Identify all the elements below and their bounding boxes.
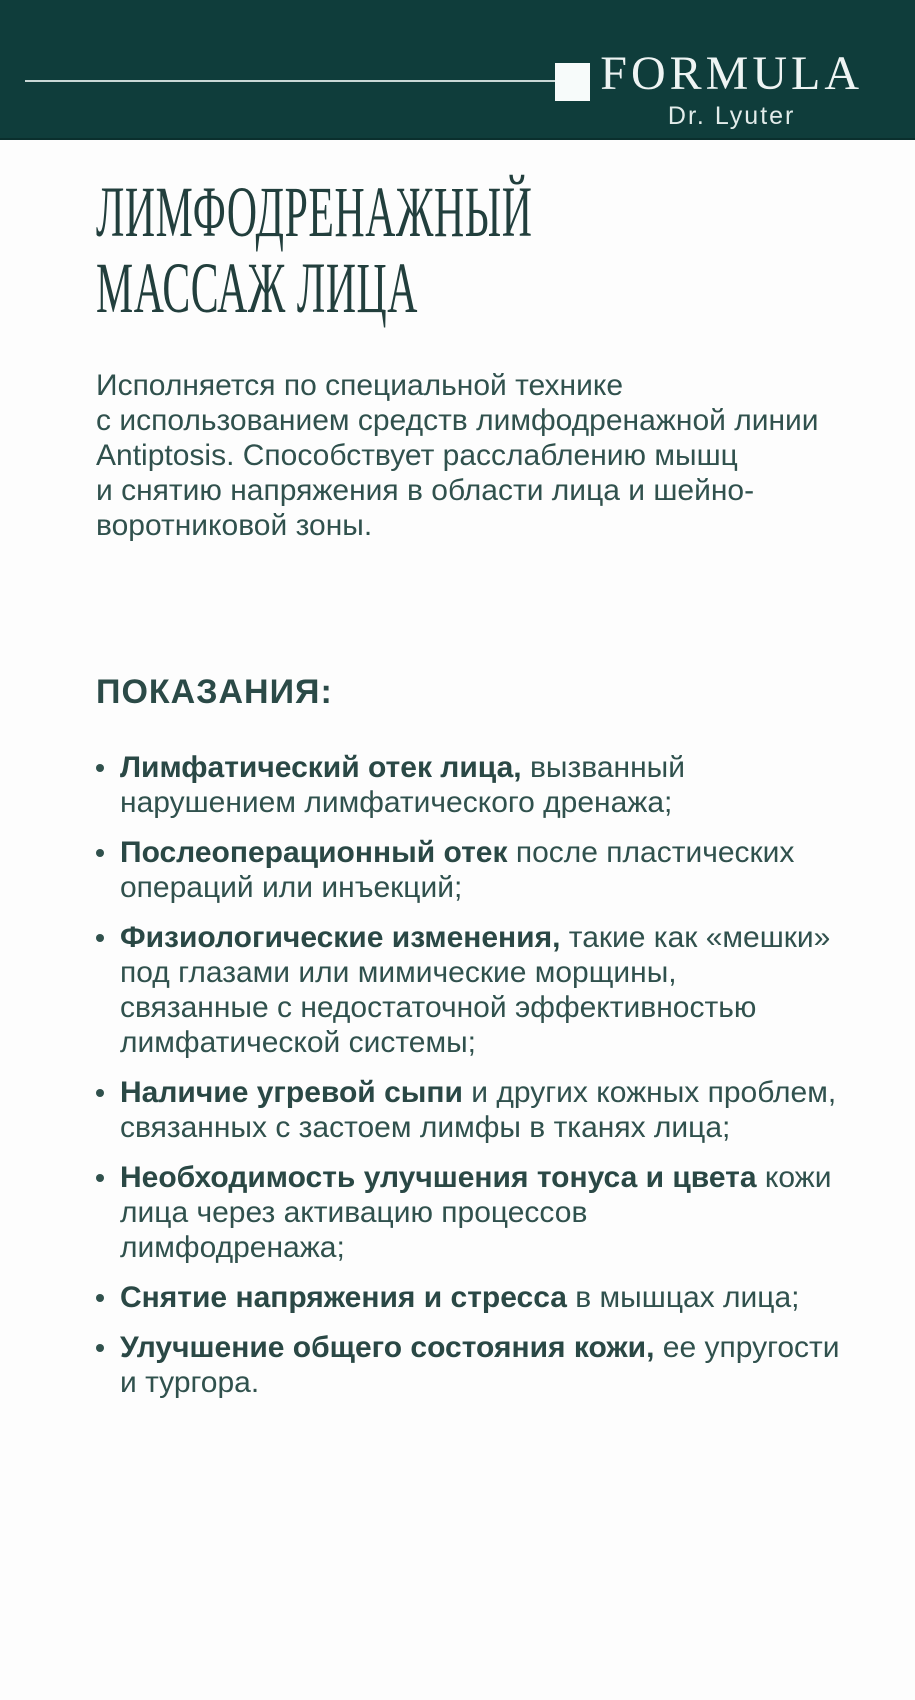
page-title-line-1: ЛИМФОДРЕНАЖНЫЙ [96, 172, 533, 252]
square-mark-icon [555, 63, 590, 101]
bullet-icon [96, 849, 104, 857]
list-item-lead: Физиологические изменения, [120, 921, 561, 954]
brand-header [0, 0, 915, 140]
list-item-text: вызванный нарушением лимфатического дренажа; [120, 751, 685, 819]
brand-wordmark: FORMULA [600, 47, 863, 100]
list-item-lead: Послеоперационный отек [120, 836, 508, 869]
list-item [96, 920, 855, 1060]
list-item-lead: Лимфатический отек лица, [120, 751, 522, 784]
intro-paragraph: Исполняется по специальной технике с использованием средств лимфодренажной линии Antiptosis. Способствует расслаблению мышц и снятию напряжения в области лица и шейно- воротниковой зоны. [96, 369, 819, 542]
brand-logo [600, 48, 863, 129]
page-title-line-2: МАССАЖ ЛИЦА [96, 248, 419, 328]
list-item-text: кожи лица через активацию процессов лимфодренажа; [120, 1161, 832, 1264]
list-item-lead: Улучшение общего состояния кожи, [120, 1331, 655, 1364]
page-title [96, 174, 855, 326]
list-item [96, 1160, 855, 1265]
header-rule-line [25, 80, 557, 82]
list-item [96, 835, 855, 905]
bullet-icon [96, 1344, 104, 1352]
list-item-lead: Снятие напряжения и стресса [120, 1281, 567, 1314]
list-item [96, 1330, 855, 1400]
indications-list [96, 750, 855, 1400]
bullet-icon [96, 934, 104, 942]
bullet-icon [96, 1089, 104, 1097]
bullet-icon [96, 764, 104, 772]
list-item-text: ее упругости и тургора. [120, 1331, 840, 1399]
list-item-lead: Необходимость улучшения тонуса и цвета [120, 1161, 757, 1194]
bullet-icon [96, 1174, 104, 1182]
list-item [96, 1280, 855, 1315]
brand-subname: Dr. Lyuter [667, 102, 796, 130]
document-body [0, 174, 915, 1400]
list-item-text: и других кожных проблем, связанных с застоем лимфы в тканях лица; [120, 1076, 837, 1144]
list-item-text: такие как «мешки» под глазами или мимические морщины, связанные с недостаточной эффективностью лимфатической системы; [120, 921, 831, 1059]
list-item-text: в мышцах лица; [566, 1281, 800, 1314]
bullet-icon [96, 1294, 104, 1302]
list-item-text: после пластических операций или инъекций; [120, 836, 795, 904]
list-item-lead: Наличие угревой сыпи [120, 1076, 463, 1109]
list-item [96, 1075, 855, 1145]
indications-heading: ПОКАЗАНИЯ: [96, 673, 333, 711]
list-item [96, 750, 855, 820]
